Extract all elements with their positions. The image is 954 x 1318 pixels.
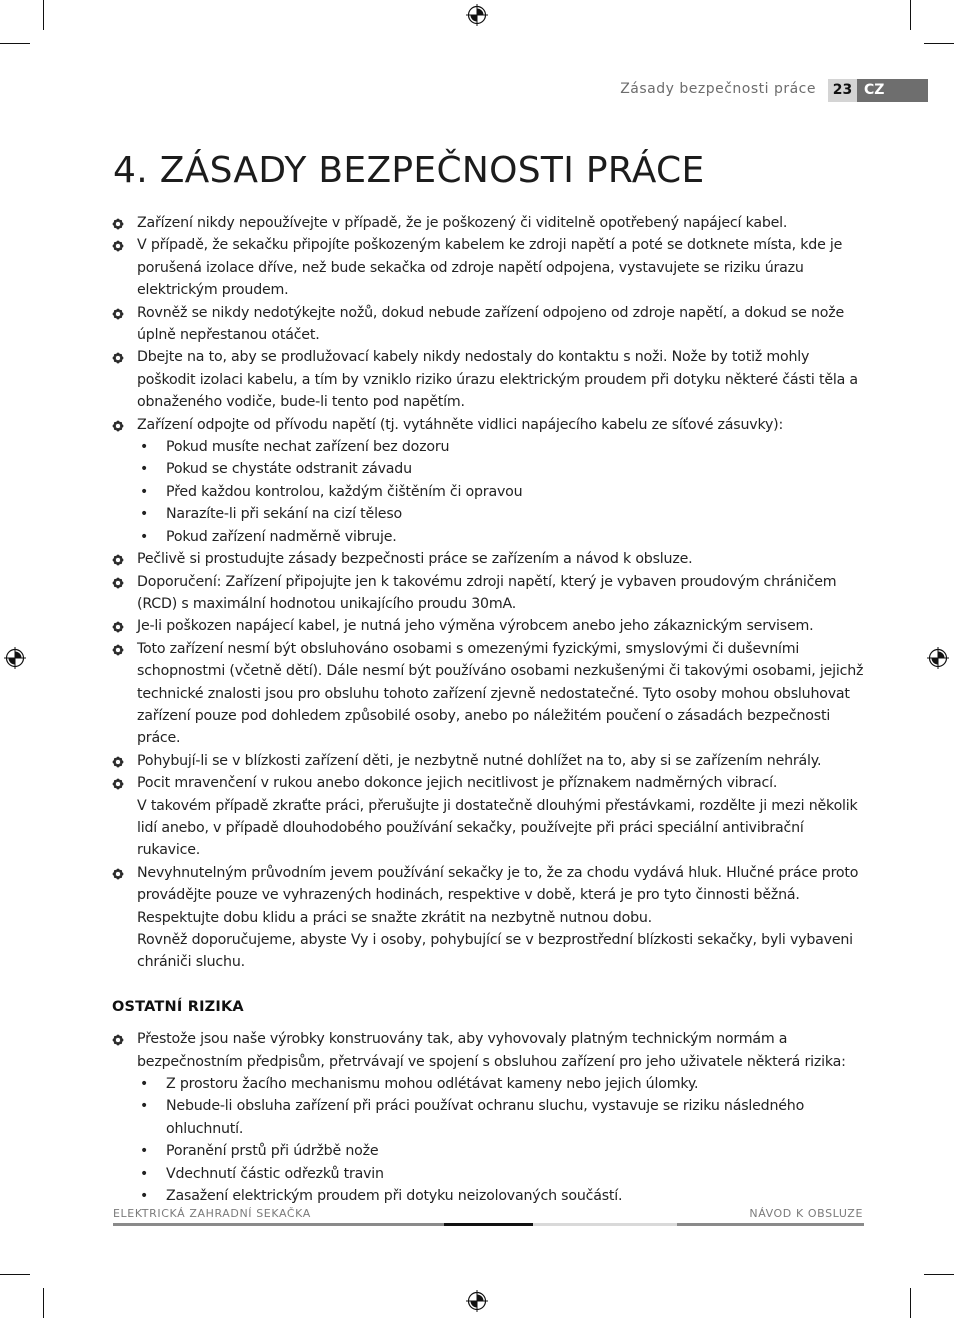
sub-list-item-text: Pokud se chystáte odstranit závadu	[166, 461, 412, 478]
list-item-text: Doporučení: Zařízení připojujte jen k takovému zdroji napětí, který je vybaven proudovým chráničem (RCD) s maximální hodnotou unikajícího proudu 30mA.	[137, 573, 837, 612]
flower-bullet-icon	[112, 1034, 124, 1046]
list-item	[112, 750, 866, 772]
list-item-text: Přestože jsou naše výrobky konstruovány tak, aby vyhovovaly platným technickým normám a bezpečnostním předpisům, přetrvávají ve spojení s obsluhou zařízení pro jeho uživatele některá rizika:	[137, 1031, 846, 1070]
sub-list-item-text: Narazíte-li při sekání na cizí těleso	[166, 506, 403, 523]
list-item-text: Pocit mravenčení v rukou anebo dokonce jejich necitlivost je příznakem nadměrných vibrací.	[137, 775, 778, 792]
language-code: CZ	[864, 82, 885, 98]
sub-list	[137, 1073, 866, 1207]
registration-mark-icon	[4, 647, 26, 669]
list-item	[112, 571, 866, 616]
bullet-dot-icon: •	[140, 439, 149, 456]
sub-list-item-text: Vdechnutí částic odřezků travin	[166, 1165, 384, 1182]
list-item-text: Nevyhnutelným průvodním jevem používání sekačky je to, že za chodu vydává hluk. Hlučné práce proto provádějte pouze ve vyhrazených hodinách, respektive v době, která je pro tyto činnosti běžná. Respektujte dobu klidu a práci se snažte zkrátit na nezbytně nutnou dobu.	[137, 864, 859, 926]
list-item	[112, 862, 866, 974]
list-item	[112, 414, 866, 548]
crop-mark	[0, 43, 30, 44]
list-item	[112, 638, 866, 750]
list-item-text: Zařízení nikdy nepoužívejte v případě, že je poškozený či viditelně opotřebený napájecí kabel.	[137, 215, 788, 231]
list-item-text: Pohybují-li se v blízkosti zařízení děti, je nezbytně nutné dohlížet na to, aby si se zařízením nehrály.	[137, 752, 822, 769]
list-item-text: Zařízení odpojte od přívodu napětí (tj. vytáhněte vidlici napájecího kabelu ze síťové zásuvky):	[137, 416, 784, 433]
list-item-text: Toto zařízení nesmí být obsluhováno osobami s omezenými fyzickými, smyslovými či duševními schopnostmi (včetně dětí). Dále nesmí být používáno osobami nezkušenými či takovými osobami, jejichž technické znalosti jsou pro obsluhu tohoto zařízení zjevně nedostatečné. Tyto osoby mohou obsluhovat zařízení pouze pod dohledem způsobilé osoby, anebo po náležitém poučení o zásadách bezpečnosti práce.	[137, 640, 864, 747]
sub-list-item	[137, 1140, 866, 1162]
sub-list-item-text: Zasažení elektrickým proudem při dotyku neizolovaných součástí.	[166, 1188, 623, 1205]
crop-mark	[924, 43, 954, 44]
sub-list-item	[137, 1095, 866, 1140]
registration-mark-icon	[466, 1290, 488, 1312]
sub-list-item-text: Pokud zařízení nadměrně vibruje.	[166, 528, 397, 545]
list-item	[112, 548, 866, 570]
sub-list-item	[137, 458, 866, 480]
sub-list-item-text: Poranění prstů při údržbě nože	[166, 1143, 379, 1160]
list-item	[112, 615, 866, 637]
footer-rule	[677, 1223, 864, 1226]
bullet-dot-icon: •	[140, 506, 149, 523]
sub-list-item	[137, 1073, 866, 1095]
bullet-dot-icon: •	[140, 461, 149, 478]
page-title: 4. ZÁSADY BEZPEČNOSTI PRÁCE	[113, 150, 705, 191]
sub-list-item-text: Nebude-li obsluha zařízení při práci používat ochranu sluchu, vystavuje se riziku následného ohluchnutí.	[166, 1098, 805, 1137]
registration-mark-icon	[927, 647, 949, 669]
bullet-dot-icon: •	[140, 1165, 149, 1182]
sub-list	[137, 436, 866, 548]
crop-mark	[910, 1288, 911, 1318]
bullet-dot-icon: •	[140, 483, 149, 500]
sub-list-item-text: Z prostoru žacího mechanismu mohou odlétávat kameny nebo jejich úlomky.	[166, 1076, 699, 1093]
flower-bullet-icon	[112, 577, 124, 589]
sub-list-item-text: Před každou kontrolou, každým čištěním či opravou	[166, 483, 523, 500]
sub-list-item	[137, 436, 866, 458]
sub-list-item	[137, 1163, 866, 1185]
flower-bullet-icon	[112, 420, 124, 432]
bullet-dot-icon: •	[140, 1076, 149, 1093]
flower-bullet-icon	[112, 644, 124, 656]
page-number: 23	[828, 79, 857, 102]
running-header-title: Zásady bezpečnosti práce	[620, 81, 816, 97]
flower-bullet-icon	[112, 240, 124, 252]
safety-list	[112, 212, 866, 974]
sub-list-item	[137, 1185, 866, 1207]
crop-mark	[924, 1274, 954, 1275]
list-item-text: Je-li poškozen napájecí kabel, je nutná jeho výměna výrobcem anebo jeho zákaznickým servisem.	[137, 618, 814, 635]
footer-product-name: ELEKTRICKÁ ZAHRADNÍ SEKAČKA	[113, 1207, 311, 1220]
footer-rule	[113, 1223, 444, 1226]
content	[112, 212, 866, 1207]
list-item-text: Rovněž doporučujeme, abyste Vy i osoby, pohybující se v bezprostřední blízkosti sekačky, byli vybaveni chrániči sluchu.	[137, 932, 853, 971]
flower-bullet-icon	[112, 778, 124, 790]
sub-list-item	[137, 481, 866, 503]
flower-bullet-icon	[112, 868, 124, 880]
flower-bullet-icon	[112, 554, 124, 566]
list-item	[112, 234, 866, 301]
list-item-text: Pečlivě si prostudujte zásady bezpečnosti práce se zařízením a návod k obsluze.	[137, 551, 693, 568]
list-item	[112, 346, 866, 413]
sub-list-item	[137, 503, 866, 525]
flower-bullet-icon	[112, 756, 124, 768]
sub-list-item	[137, 526, 866, 548]
bullet-dot-icon: •	[140, 1143, 149, 1160]
crop-mark	[910, 0, 911, 30]
flower-bullet-icon	[112, 308, 124, 320]
footer-rule	[444, 1223, 533, 1226]
footer-rule	[533, 1223, 677, 1226]
flower-bullet-icon	[112, 218, 124, 230]
registration-mark-icon	[466, 4, 488, 26]
list-item-text: V takovém případě zkraťte práci, přerušujte ji dostatečně dlouhými přestávkami, rozdělte ji mezi několik lidí anebo, v případě dlouhodobého používání sekačky, používejte při práci speciální antivibrační rukavice.	[137, 797, 858, 859]
list-item-text: Dbejte na to, aby se prodlužovací kabely nikdy nedostaly do kontaktu s noži. Nože by totiž mohly poškodit izolaci kabelu, a tím by vzniklo riziko úrazu elektrickým proudem při dotyku některé části těla a obnaženého vodiče, bude-li tento pod napětím.	[137, 349, 858, 411]
sub-list-item-text: Pokud musíte nechat zařízení bez dozoru	[166, 439, 450, 456]
list-item	[112, 1028, 866, 1207]
bullet-dot-icon: •	[140, 1098, 149, 1115]
section-heading: OSTATNÍ RIZIKA	[112, 998, 244, 1015]
crop-mark	[43, 0, 44, 30]
footer-document-type: NÁVOD K OBSLUZE	[749, 1207, 863, 1220]
risks-list	[112, 1028, 866, 1207]
flower-bullet-icon	[112, 352, 124, 364]
list-item	[112, 772, 866, 862]
crop-mark	[0, 1274, 30, 1275]
list-item-text: Rovněž se nikdy nedotýkejte nožů, dokud nebude zařízení odpojeno od zdroje napětí, a dokud se nože úplně nepřestanou otáčet.	[137, 304, 845, 344]
crop-mark	[43, 1288, 44, 1318]
list-item-text: V případě, že sekačku připojíte poškozeným kabelem ke zdroji napětí a poté se dotknete místa, kde je porušená izolace dříve, než bude sekačka od zdroje napětí odpojena, vystavujete se riziku úrazu elektrickým proudem.	[137, 237, 843, 299]
bullet-dot-icon: •	[140, 528, 149, 545]
list-item	[112, 212, 866, 234]
bullet-dot-icon: •	[140, 1188, 149, 1205]
flower-bullet-icon	[112, 621, 124, 633]
list-item	[112, 302, 866, 347]
